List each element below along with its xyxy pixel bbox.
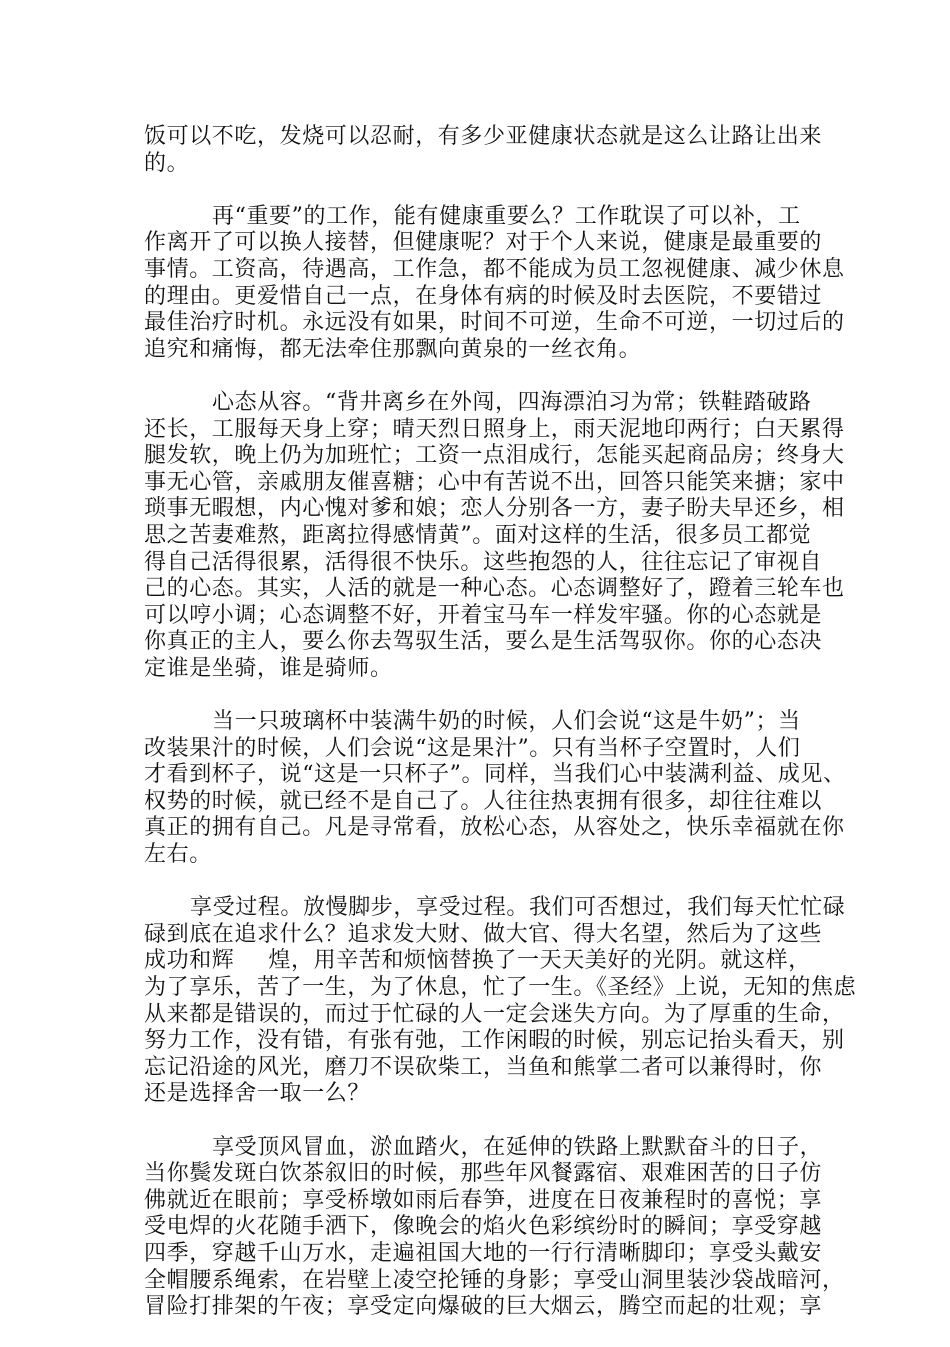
text-line: 琐事无暇想，内心愧对爹和娘；恋人分别各一方，妻子盼夫早还乡，相 [144,496,845,522]
text-line: 享受过程。放慢脚步，享受过程。我们可否想过，我们每天忙忙碌 [190,895,846,921]
text-line: 为了享乐，苦了一生，为了休息，忙了一生。《圣经》上说，无知的焦虑 [144,975,857,1000]
text-line: 腿发软，晚上仍为加班忙；工资一点泪成行，怎能买起商品房；终身大 [144,443,845,469]
text-line: 的理由。更爱惜自己一点，在身体有病的时候及时去医院，不要错过 [144,283,823,309]
text-line: 得自己活得很累，活得很不快乐。这些抱怨的人，往往忘记了审视自 [144,549,823,575]
text-line: 作离开了可以换人接替，但健康呢？对于个人来说，健康是最重要的 [144,230,823,256]
paragraph [144,1134,845,1321]
paragraph [144,709,846,869]
paragraph [144,389,845,683]
text-line: 的。 [144,150,190,176]
text-line: 左右。 [144,842,212,868]
text-line: 己的心态。其实，人活的就是一种心态。心态调整好了，蹬着三轮车也 [144,576,845,602]
text-line: 追究和痛悔，都无法牵住那飘向黄泉的一丝衣角。 [144,336,642,362]
text-line: 从来都是错误的，而过于忙碌的人一定会迷失方向。为了厚重的生命， [144,1001,845,1027]
text-line: 思之苦妻难熬，距离拉得感情黄”。面对这样的生活，很多员工都觉 [144,522,812,548]
text-line: 权势的时候，就已经不是自己了。人往往热衷拥有很多，却往往难以 [144,788,823,814]
text-line: 享受顶风冒血，淤血踏火，在延伸的铁路上默默奋斗的日子， [212,1134,823,1160]
text-line: 四季，穿越千山万水，走遍祖国大地的一行行清晰脚印；享受头戴安 [144,1240,823,1266]
text-line: 努力工作，没有错，有张有弛，工作闲暇的时候，别忘记抬头看天，别 [144,1028,845,1054]
text-line: 忘记沿途的风光，磨刀不误砍柴工，当鱼和熊掌二者可以兼得时，你 [144,1054,823,1080]
text-line: 饭可以不吃，发烧可以忍耐，有多少亚健康状态就是这么让路让出来 [144,124,823,149]
paragraph [144,895,857,1108]
text-line: 还是选择舍一取一么？ [144,1081,371,1107]
text-line: 才看到杯子，说“这是一只杯子”。同样，当我们心中装满利益、成见、 [144,762,846,788]
text-line: 心态从容。“背井离乡在外闯，四海漂泊习为常；铁鞋踏破路 [212,389,812,415]
text-line: 事情。工资高，待遇高，工作急，都不能成为员工忽视健康、减少休息 [144,256,845,282]
text-line: 当一只玻璃杯中装满牛奶的时候，人们会说“这是牛奶”；当 [212,709,801,735]
text-line: 最佳治疗时机。永远没有如果，时间不可逆，生命不可逆，一切过后的 [144,310,845,336]
text-line [144,948,814,975]
text-line: 冒险打排架的午夜；享受定向爆破的巨大烟云，腾空而起的壮观；享 [144,1294,823,1320]
text-line: 事无心管，亲戚朋友催喜糖；心中有苦说不出，回答只能笑来搪；家中 [144,469,845,495]
text-line: 真正的拥有自己。凡是寻常看，放松心态，从容处之，快乐幸福就在你 [144,815,845,841]
text-line: 再“重要”的工作，能有健康重要么？工作耽误了可以补，工 [212,203,801,229]
paragraph [144,124,823,177]
text-line: 佛就近在眼前；享受桥墩如雨后春笋，进度在日夜兼程时的喜悦；享 [144,1187,823,1213]
text-line: 全帽腰系绳索，在岩壁上凌空抡锤的身影；享受山洞里装沙袋战暗河， [144,1267,845,1293]
text-line: 受电焊的火花随手洒下，像晚会的焰火色彩缤纷时的瞬间；享受穿越 [144,1214,823,1240]
text-line: 还长，工服每天身上穿；晴天烈日照身上，雨天泥地印两行；白天累得 [144,416,845,442]
document-body [144,124,857,1347]
text-fragment: 成功和辉 [144,948,235,974]
text-fragment: 煌，用辛苦和烦恼替换了一天天美好的光阴。就这样， [268,948,811,974]
text-line: 改装果汁的时候，人们会说“这是果汁”。只有当杯子空置时，人们 [144,735,801,761]
text-line: 碌到底在追求什么？追求发大财、做大官、得大名望，然后为了这些 [144,921,823,947]
text-line: 可以哼小调；心态调整不好，开着宝马车一样发牢骚。你的心态就是 [144,602,823,628]
text-line: 当你鬓发斑白饮茶叙旧的时候，那些年风餐露宿、艰难困苦的日子仿 [144,1161,823,1187]
paragraph [144,203,845,364]
text-line: 你真正的主人，要么你去驾驭生活，要么是生活驾驭你。你的心态决 [144,629,823,655]
text-line: 定谁是坐骑，谁是骑师。 [144,655,393,681]
